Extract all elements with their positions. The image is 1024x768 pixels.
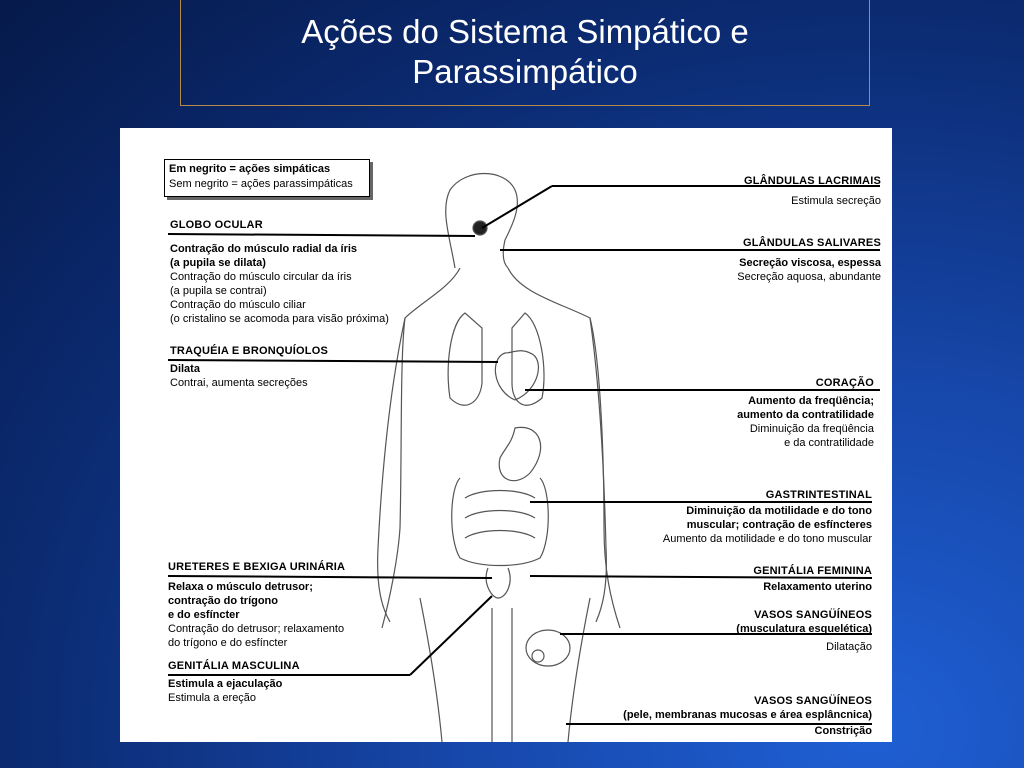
vasos-esq-sub: (musculatura esquelética) — [736, 623, 872, 635]
heart — [495, 351, 538, 400]
slide-title-line2: Parassimpático — [412, 53, 638, 90]
globo-ocular-p3: Contração do músculo ciliar — [170, 299, 306, 311]
lacrimais-heading: GLÂNDULAS LACRIMAIS — [743, 175, 881, 187]
coracao-block — [737, 376, 874, 450]
coracao-s1: Aumento da freqüência; — [748, 395, 874, 407]
gastro-heading: GASTRINTESTINAL — [765, 489, 872, 501]
globo-ocular-block — [170, 218, 389, 326]
salivares-p1: Secreção aquosa, abundante — [737, 271, 881, 283]
globo-ocular-p1: Contração do músculo circular da íris — [170, 271, 352, 283]
gastro-p1: Aumento da motilidade e do tono muscular — [662, 533, 872, 545]
globo-ocular-s2: (a pupila se dilata) — [170, 257, 266, 269]
genitalia-masc-heading: GENITÁLIA MASCULINA — [168, 660, 300, 672]
genitalia-masc-block — [168, 659, 300, 705]
traqueia-s1: Dilata — [170, 363, 200, 375]
vasos-esq-block — [736, 608, 872, 654]
gastro-s2: muscular; contração de esfíncteres — [686, 519, 872, 531]
slide-title-line1: Ações do Sistema Simpático e — [301, 13, 749, 50]
eye-detail — [473, 221, 487, 235]
globo-ocular-s1: Contração do músculo radial da íris — [170, 243, 358, 255]
genitalia-masc-s1: Estimula a ejaculação — [168, 678, 283, 690]
coracao-s2: aumento da contratilidade — [737, 409, 874, 421]
bladder — [486, 568, 510, 598]
globo-ocular-p4: (o cristalino se acomoda para visão próxima) — [170, 313, 389, 325]
salivares-s1: Secreção viscosa, espessa — [739, 257, 881, 269]
ureteres-s2: contração do trígono — [168, 595, 278, 607]
ureteres-p1: Contração do detrusor; relaxamento — [168, 623, 345, 635]
ureteres-s3: e do esfíncter — [168, 609, 240, 621]
ureteres-s1: Relaxa o músculo detrusor; — [168, 581, 313, 593]
vasos-esq-p1: Dilatação — [826, 641, 872, 653]
vasos-pele-heading: VASOS SANGÜÍNEOS — [754, 695, 872, 707]
genitalia-masc-p1: Estimula a ereção — [168, 692, 257, 704]
traqueia-p1: Contrai, aumenta secreções — [170, 377, 308, 389]
ureteres-heading: URETERES E BEXIGA URINÁRIA — [168, 561, 346, 573]
legend-plain: Sem negrito = ações parassimpáticas — [169, 178, 353, 190]
vessel-detail — [526, 630, 570, 666]
coracao-heading: CORAÇÃO — [815, 377, 874, 389]
gastro-block — [663, 488, 872, 546]
salivares-block — [737, 236, 881, 284]
genitalia-fem-s1: Relaxamento uterino — [763, 581, 872, 593]
coracao-p2: e da contratilidade — [784, 437, 874, 449]
ureteres-block — [168, 560, 345, 650]
torso-outline — [382, 268, 620, 628]
vasos-esq-heading: VASOS SANGÜÍNEOS — [754, 609, 872, 621]
vasos-pele-block — [623, 694, 872, 738]
lungs — [448, 313, 544, 405]
gastro-s1: Diminuição da motilidade e do tono — [686, 505, 872, 517]
legend-box — [164, 159, 370, 197]
legend-bold: Em negrito = ações simpáticas — [169, 163, 331, 175]
traqueia-block — [170, 344, 328, 390]
coracao-p1: Diminuição da freqüência — [749, 423, 874, 435]
stomach — [499, 427, 540, 480]
lacrimais-p1: Estimula secreção — [791, 195, 881, 207]
slide-title-box — [180, 0, 870, 106]
genitalia-fem-heading: GENITÁLIA FEMININA — [753, 565, 872, 577]
ureteres-p2: do trígono e do esfíncter — [168, 637, 288, 649]
intestines — [452, 478, 549, 566]
globo-ocular-p2: (a pupila se contrai) — [170, 285, 267, 297]
legs-outline — [420, 598, 590, 742]
globo-ocular-heading: GLOBO OCULAR — [170, 219, 263, 231]
vasos-pele-sub: (pele, membranas mucosas e área esplâncnica) — [623, 709, 872, 721]
vasos-pele-s1: Constrição — [814, 725, 872, 737]
anatomy-figure — [120, 128, 892, 742]
leader-lacrimais — [482, 186, 552, 228]
salivares-heading: GLÂNDULAS SALIVARES — [742, 237, 881, 249]
lacrimais-block — [744, 174, 881, 208]
genitalia-fem-block — [753, 564, 872, 594]
traqueia-heading: TRAQUÉIA E BRONQUÍOLOS — [170, 345, 328, 357]
